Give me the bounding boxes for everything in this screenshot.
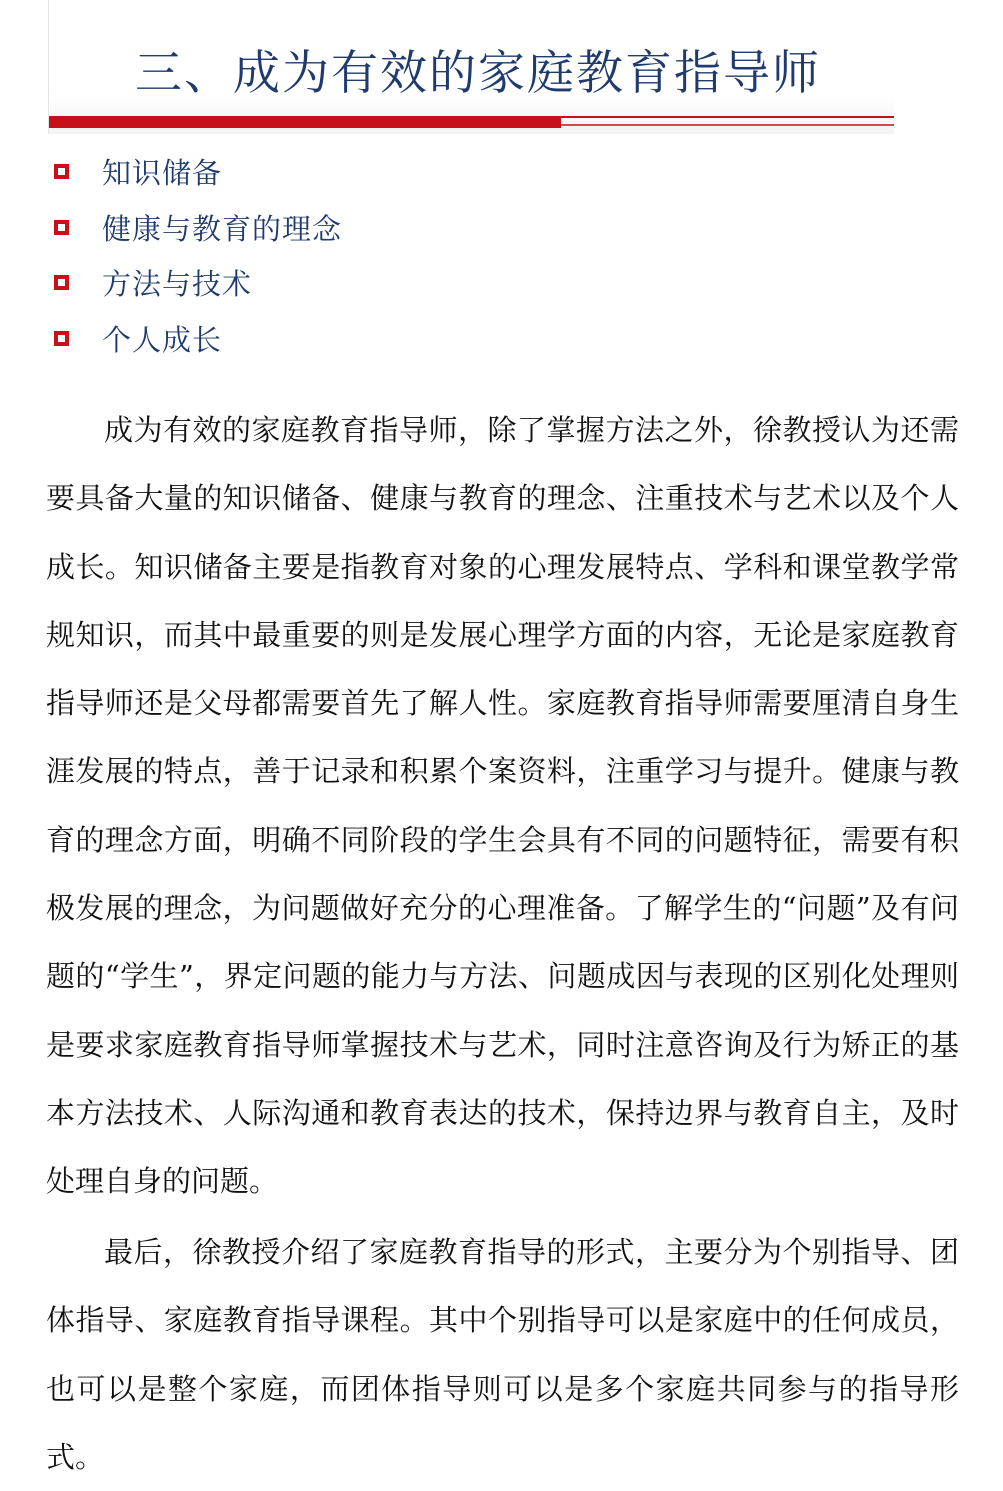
bullet-label: 知识储备 [102, 156, 223, 191]
bullet-item-methods [54, 255, 342, 311]
square-bullet-icon [54, 220, 69, 235]
bullet-item-growth [54, 311, 342, 367]
square-bullet-icon [54, 275, 69, 290]
bullet-label: 健康与教育的理念 [102, 211, 343, 246]
slide-header [48, 0, 894, 134]
bullet-list [54, 144, 342, 366]
bullet-label: 方法与技术 [102, 267, 253, 302]
body-paragraph-1: 成为有效的家庭教育指导师，除了掌握方法之外，徐教授认为还需要具备大量的知识储备、健康与教育的理念、注重技术与艺术以及个人成长。知识储备主要是指教育对象的心理发展特点、学科和课堂教学常规知识，而其中最重要的则是发展心理学方面的内容，无论是家庭教育指导师还是父母都需要首先了解人性。家庭教育指导师需要厘清自身生涯发展的特点，善于记录和积累个案资料，注重学习与提升。健康与教育的理念方面，明确不同阶段的学生会具有不同的问题特征，需要有积极发展的理念，为问题做好充分的心理准备。了解学生的“问题”及有问题的“学生”，界定问题的能力与方法、问题成因与表现的区别化处理则是要求家庭教育指导师掌握技术与艺术，同时注意咨询及行为矫正的基本方法技术、人际沟通和教育表达的技术，保持边界与教育自主，及时处理自身的问题。 [46, 413, 959, 1199]
bullet-label: 个人成长 [102, 322, 223, 357]
title-underline-thin-lower [561, 124, 894, 126]
square-bullet-icon [54, 164, 69, 179]
square-bullet-icon [54, 331, 69, 346]
bullet-item-philosophy [54, 200, 342, 256]
bullet-item-knowledge [54, 144, 342, 200]
title-underline-thin [561, 116, 894, 118]
slide-title: 三、成为有效的家庭教育指导师 [135, 46, 821, 101]
title-underline-thick [49, 116, 561, 128]
body-paragraph-2: 最后，徐教授介绍了家庭教育指导的形式，主要分为个别指导、团体指导、家庭教育指导课程。其中个别指导可以是家庭中的任何成员，也可以是整个家庭，而团体指导则可以是多个家庭共同参与的指导形式。 [46, 1235, 959, 1474]
